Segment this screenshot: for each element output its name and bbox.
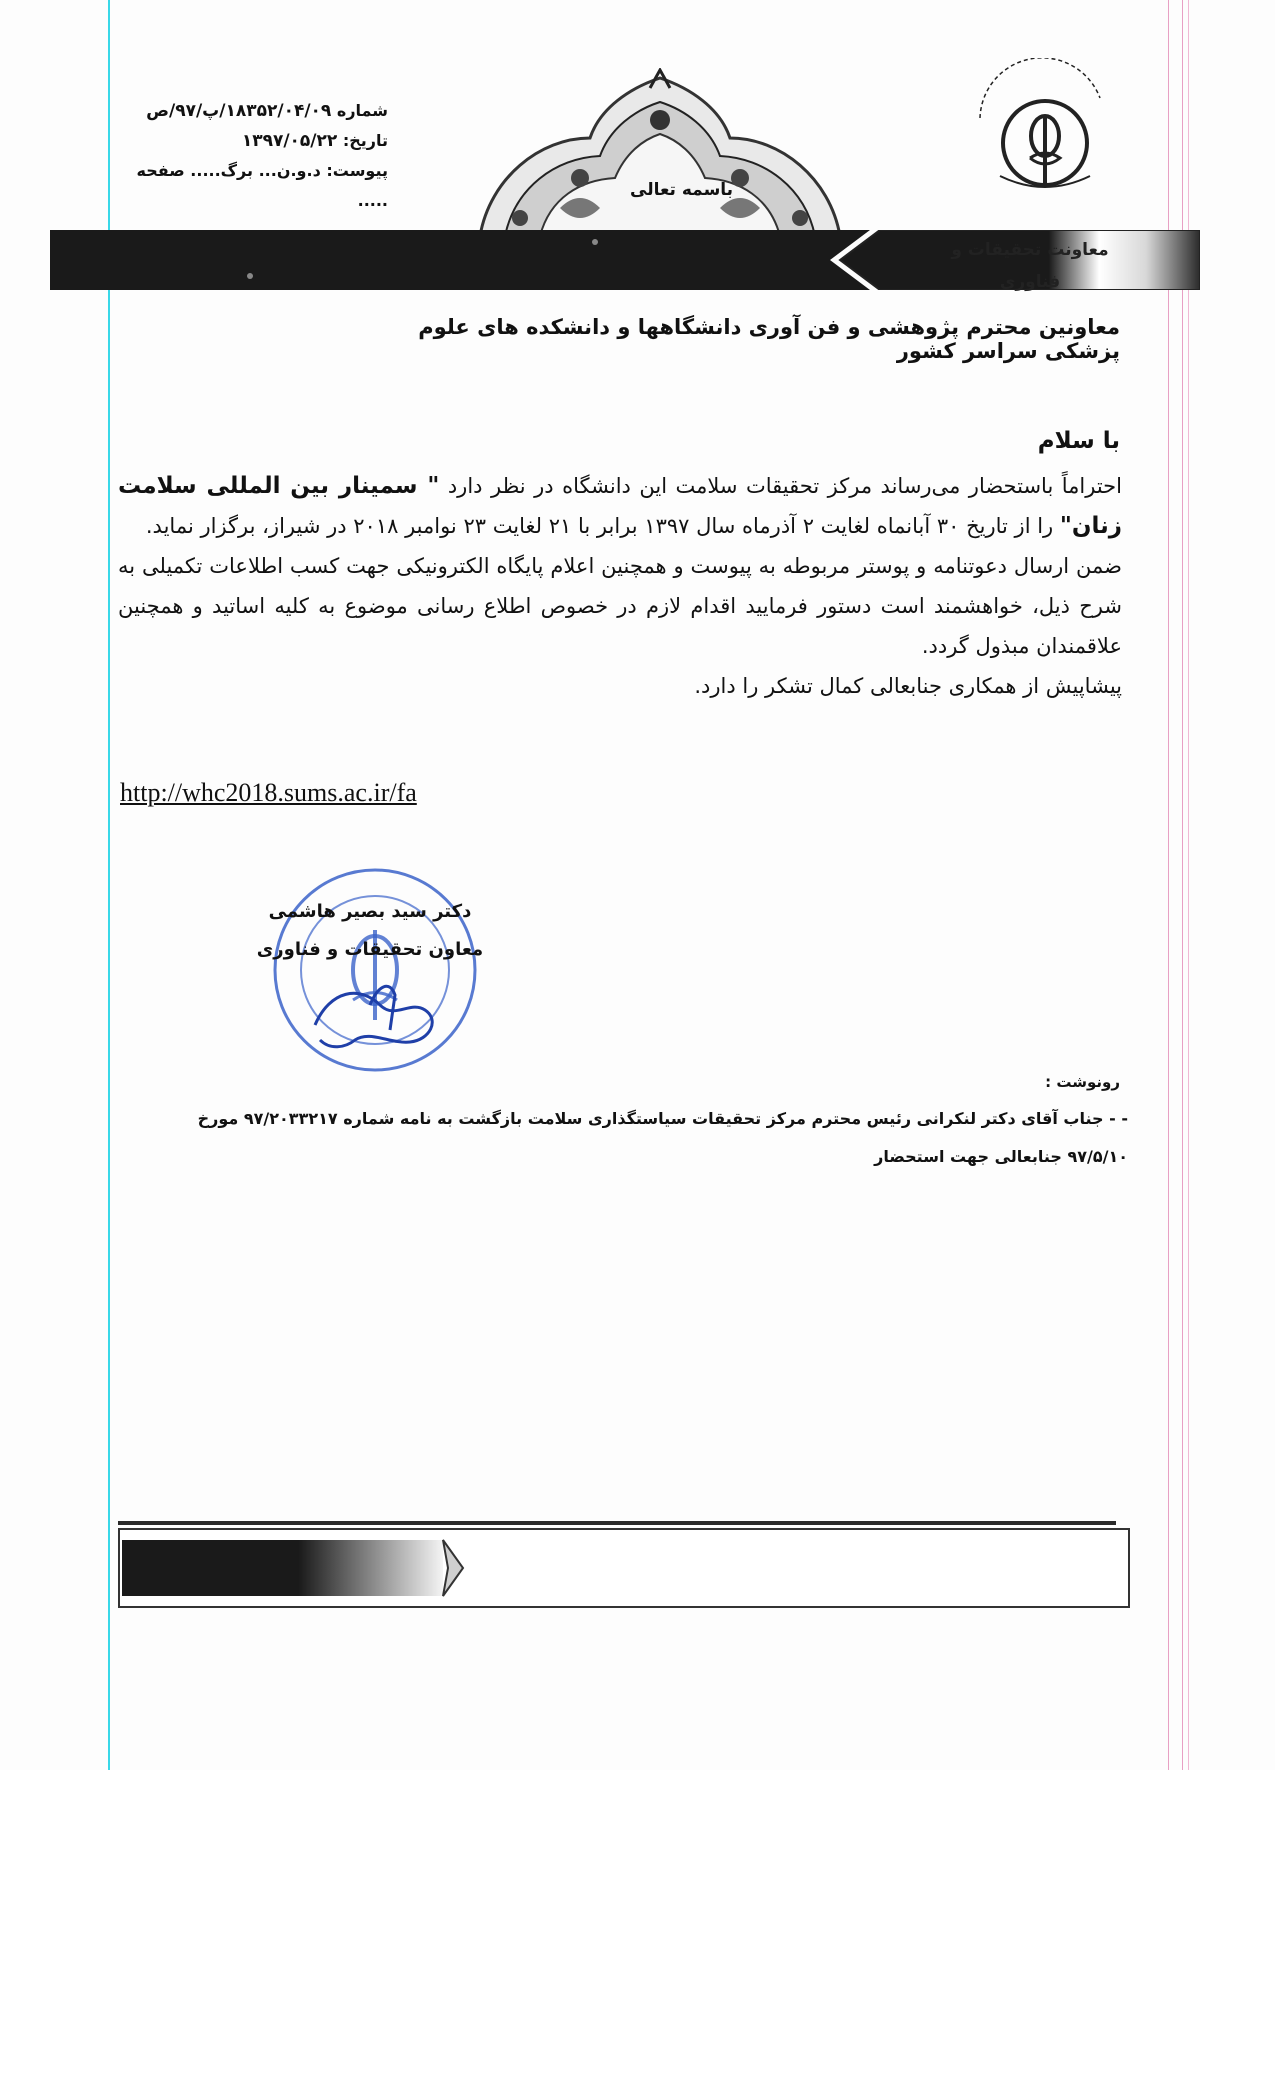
date-value: ۱۳۹۷/۰۵/۲۲	[241, 131, 338, 151]
letter-body	[118, 466, 1122, 706]
handwritten-signature-icon	[300, 970, 460, 1060]
signer-block	[250, 893, 490, 969]
university-emblem-icon	[960, 58, 1120, 208]
website-link[interactable]: http://whc2018.sums.ac.ir/fa	[120, 778, 417, 807]
footer-rule	[118, 1521, 1116, 1525]
paragraph-2: ضمن ارسال دعوتنامه و پوستر مربوطه به پیوست و همچنین اعلام پایگاه الکترونیکی جهت کسب اطلاعات تکمیلی به شرح ذیل، خواهشمند است دستور فرمایید اقدام لازم در خصوص اطلاع رسانی موضوع به کلیه اساتید و همچنین علاقمندان مبذول گردد.	[118, 554, 1122, 658]
cc-title: رونوشت :	[1045, 1073, 1120, 1091]
cc-line-2: ۹۷/۵/۱۰ جنابعالی جهت استحضار	[874, 1147, 1128, 1166]
basmala: باسمه تعالی	[630, 180, 734, 200]
paragraph-1-start: احتراماً باستحضار می‌رساند مرکز تحقیقات سلامت این دانشگاه در نظر دارد	[439, 474, 1122, 498]
paragraph-1-end: را از تاریخ ۳۰ آبانماه لغایت ۲ آذرماه سال ۱۳۹۷ برابر با ۲۱ لغایت ۲۳ نوامبر ۲۰۱۸ در شیراز، برگزار نماید.	[145, 514, 1060, 538]
seminar-title: " سمینار بین المللی سلامت زنان"	[118, 473, 1122, 539]
number-label: شماره	[336, 101, 388, 120]
cc-text	[188, 1100, 1128, 1176]
number-value: ۱۸۳۵۲/۰۴/۰۹/پ/۹۷/ص	[146, 101, 332, 121]
attachment-line: پیوست: د.و.ن... برگ..... صفحه .....	[136, 161, 388, 210]
department-name: معاونت تحقیقات و فناوری	[951, 240, 1109, 292]
signer-title: معاون تحقیقات و فناوری	[256, 939, 484, 960]
addressee: معاونین محترم پژوهشی و فن آوری دانشگاهها و دانشکده های علوم پزشکی سراسر کشور	[418, 315, 1120, 363]
letter-date	[118, 126, 388, 156]
paragraph-3: پیشاپیش از همکاری جنابعالی کمال تشکر را دارد.	[694, 674, 1122, 698]
ornament-icon	[460, 68, 860, 236]
date-label: تاریخ:	[342, 131, 388, 150]
letter-meta	[118, 96, 388, 216]
letter-number	[118, 96, 388, 126]
paragraph-1	[118, 466, 1122, 546]
salutation: با سلام	[1037, 428, 1120, 454]
footer-bar	[118, 1528, 1130, 1608]
cc-line-1: - - جناب آقای دکتر لنکرانی رئیس محترم مرکز تحقیقات سیاستگذاری سلامت بازگشت به نامه شماره ۹۷/۲۰۳۳۲۱۷ مورخ	[197, 1109, 1128, 1128]
signer-name: دکتر سید بصیر هاشمی	[268, 901, 472, 922]
